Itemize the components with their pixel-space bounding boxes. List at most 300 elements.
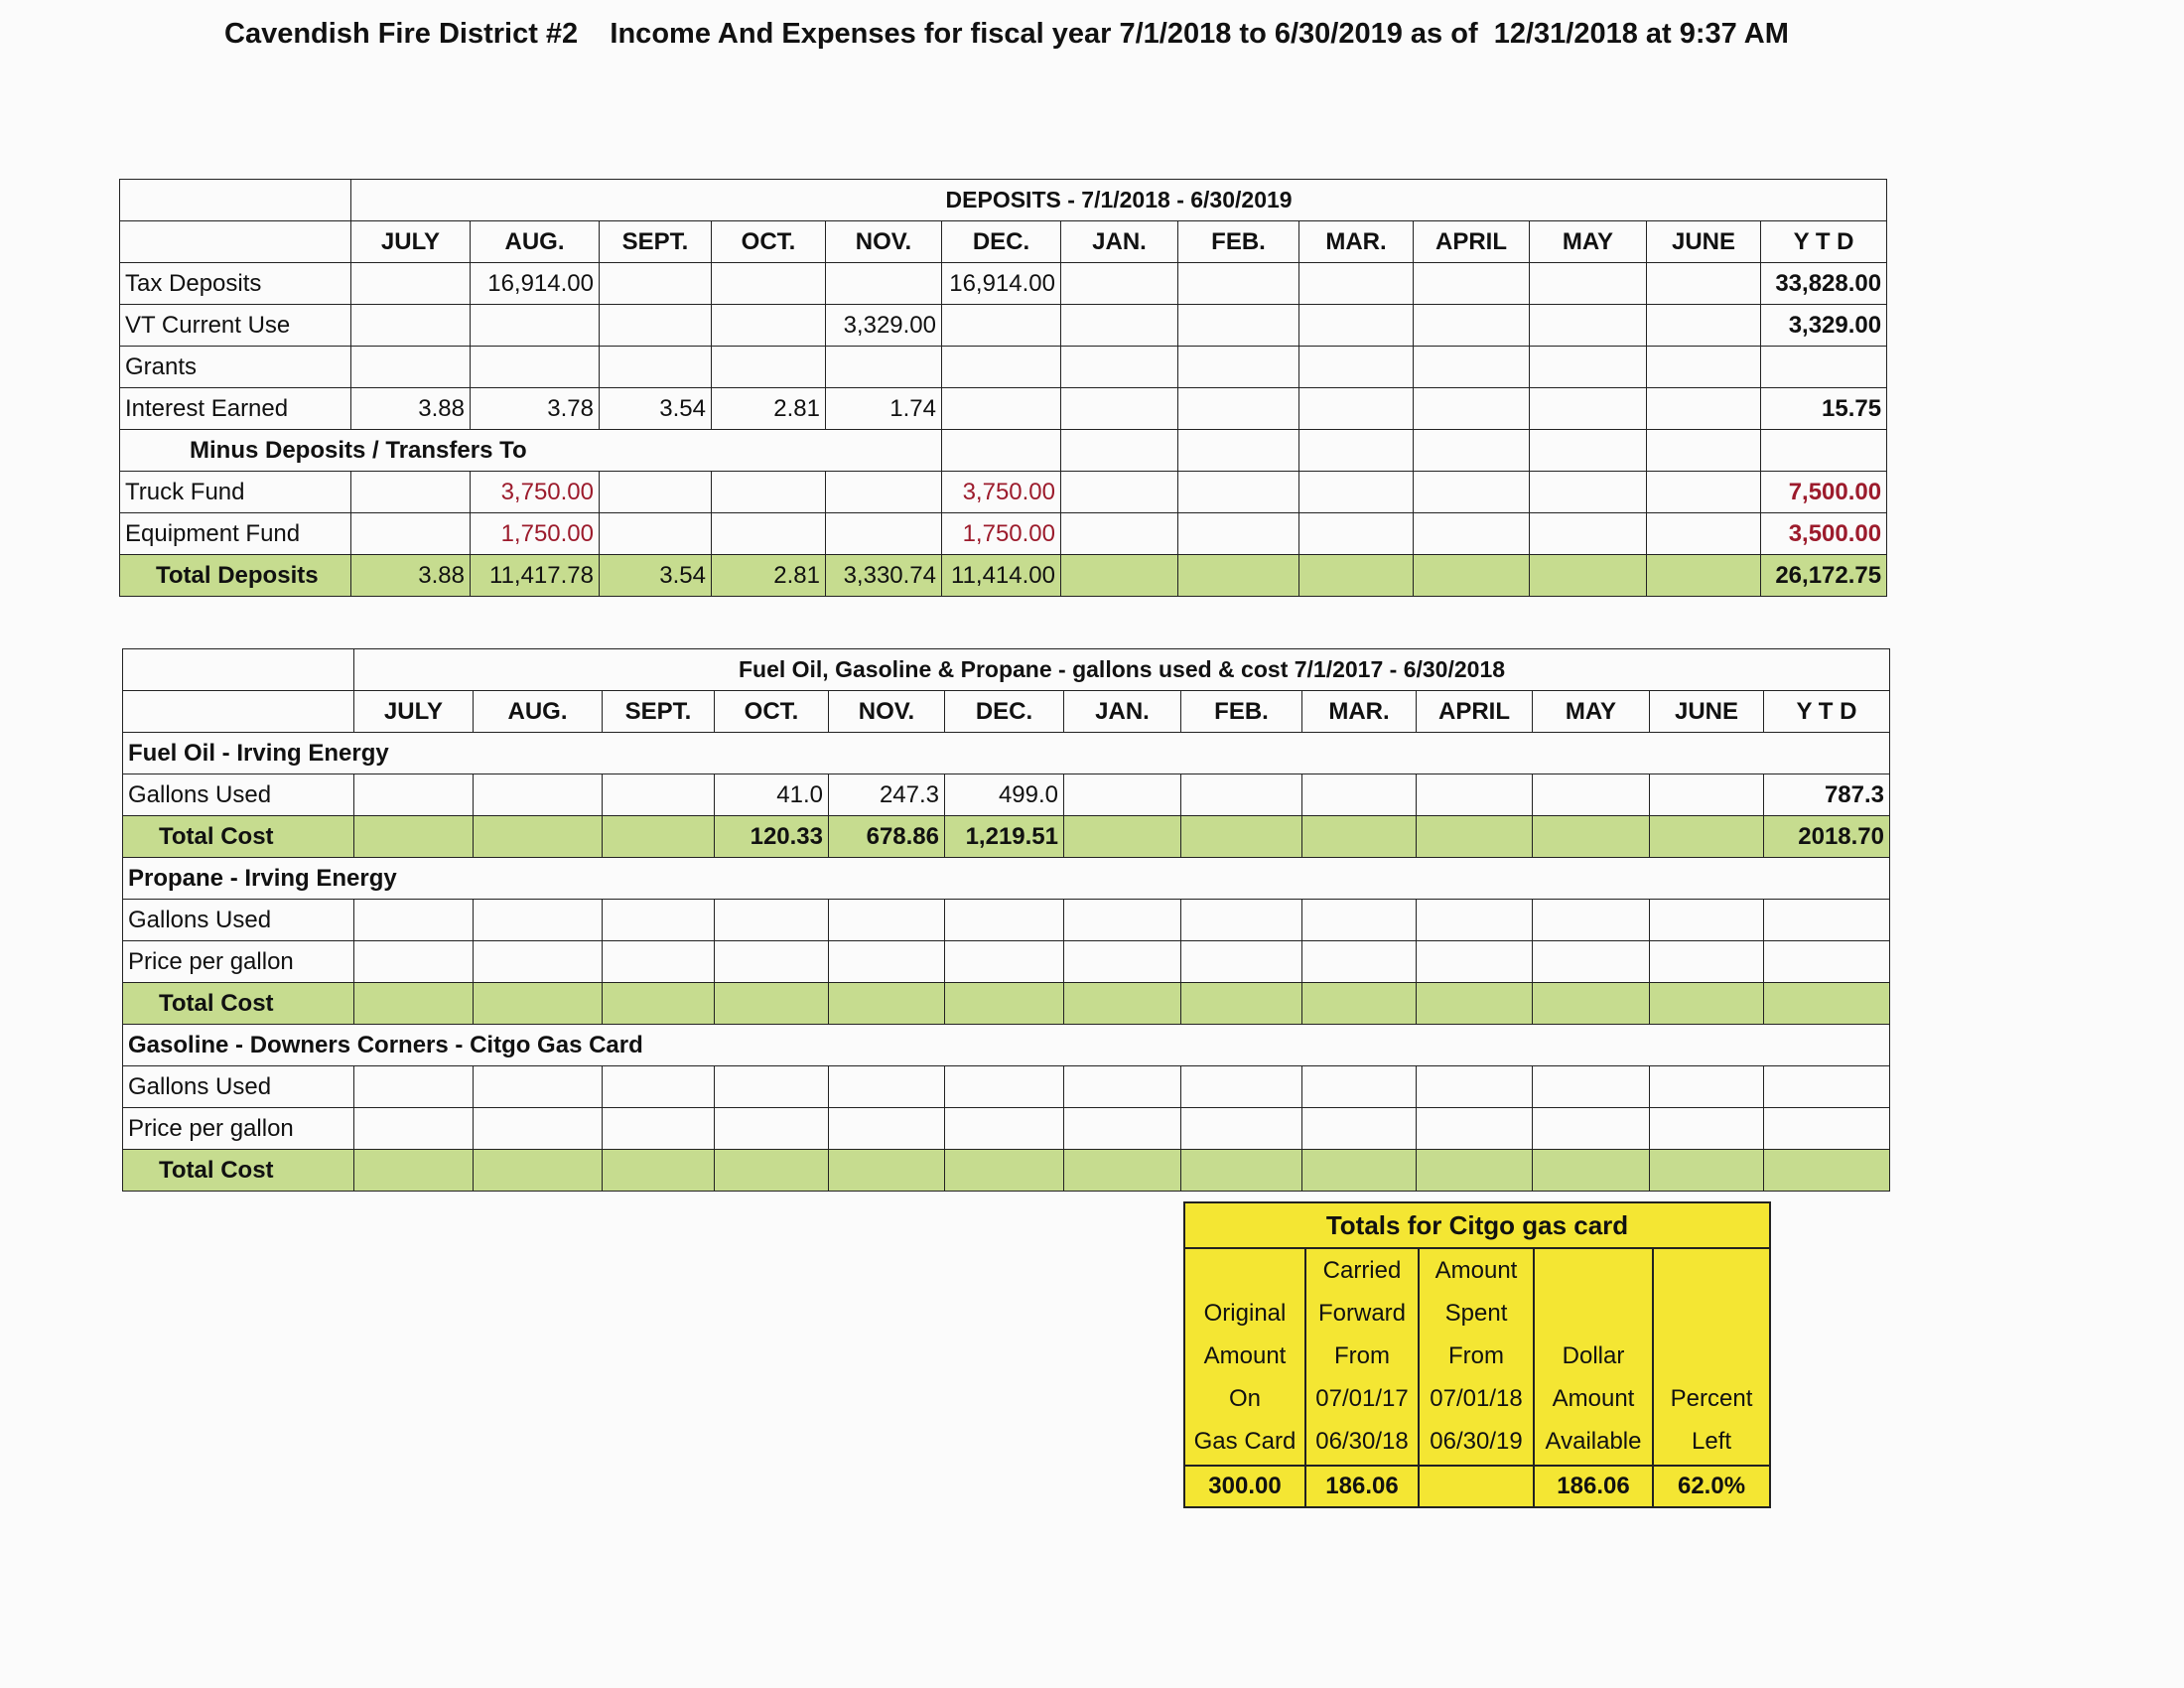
value-cell <box>1299 513 1414 555</box>
value-cell <box>474 774 603 816</box>
value-cell <box>1061 513 1178 555</box>
ytd-cell: 26,172.75 <box>1761 555 1887 597</box>
value-cell <box>1061 388 1178 430</box>
table-row <box>120 388 1887 430</box>
value-cell <box>829 941 945 983</box>
section-name-row <box>123 1025 1890 1066</box>
month-header: OCT. <box>715 691 829 733</box>
citgo-value: 300.00 <box>1184 1466 1305 1507</box>
citgo-header-line: Forward <box>1317 1300 1407 1327</box>
value-cell <box>1302 983 1417 1025</box>
section-name: Fuel Oil - Irving Energy <box>123 733 1890 774</box>
value-cell <box>1650 774 1764 816</box>
value-cell <box>1417 774 1533 816</box>
citgo-totals-table <box>1183 1201 1771 1508</box>
row-label: Equipment Fund <box>120 513 351 555</box>
citgo-title: Totals for Citgo gas card <box>1184 1202 1770 1248</box>
value-cell <box>1064 1108 1181 1150</box>
month-header-row <box>120 221 1887 263</box>
row-label: VT Current Use <box>120 305 351 347</box>
value-cell <box>829 900 945 941</box>
value-cell <box>1061 263 1178 305</box>
month-header: APRIL <box>1417 691 1533 733</box>
value-cell <box>715 1150 829 1192</box>
citgo-header-line: From <box>1448 1342 1504 1369</box>
citgo-header-line: 07/01/18 <box>1430 1385 1523 1412</box>
value-cell <box>1181 1066 1302 1108</box>
row-label: Gallons Used <box>123 900 354 941</box>
ytd-cell: 3,329.00 <box>1761 305 1887 347</box>
month-header: SEPT. <box>600 221 712 263</box>
value-cell <box>1061 347 1178 388</box>
table-row <box>123 941 1890 983</box>
row-label: Total Cost <box>123 1150 354 1192</box>
month-header: DEC. <box>942 221 1061 263</box>
month-header: JAN. <box>1064 691 1181 733</box>
value-cell <box>1061 472 1178 513</box>
section-title-row <box>120 180 1887 221</box>
value-cell: 678.86 <box>829 816 945 858</box>
value-cell <box>829 1066 945 1108</box>
month-header: NOV. <box>829 691 945 733</box>
value-cell <box>1061 305 1178 347</box>
value-cell <box>712 472 826 513</box>
value-cell <box>1533 983 1650 1025</box>
value-cell <box>826 347 942 388</box>
row-label-cell <box>120 221 351 263</box>
value-cell <box>1533 816 1650 858</box>
value-cell <box>1530 472 1647 513</box>
value-cell: 3,750.00 <box>471 472 600 513</box>
citgo-header-line: Spent <box>1444 1300 1508 1327</box>
value-cell <box>829 983 945 1025</box>
citgo-header-line: 07/01/17 <box>1315 1385 1409 1412</box>
value-cell <box>1064 816 1181 858</box>
value-cell <box>1417 900 1533 941</box>
value-cell <box>1302 900 1417 941</box>
value-cell <box>945 983 1064 1025</box>
value-cell <box>600 472 712 513</box>
value-cell <box>1181 900 1302 941</box>
value-cell <box>1181 774 1302 816</box>
value-cell <box>474 1066 603 1108</box>
value-cell <box>1647 388 1761 430</box>
value-cell <box>1647 263 1761 305</box>
value-cell <box>1650 1066 1764 1108</box>
value-cell <box>474 900 603 941</box>
citgo-value: 186.06 <box>1305 1466 1419 1507</box>
ytd-cell <box>1764 941 1890 983</box>
value-cell <box>1530 430 1647 472</box>
value-cell <box>826 263 942 305</box>
ytd-cell <box>1764 1066 1890 1108</box>
value-cell <box>1181 983 1302 1025</box>
value-cell <box>603 941 715 983</box>
citgo-header-line: Left <box>1692 1428 1732 1455</box>
value-cell <box>1533 900 1650 941</box>
value-cell <box>474 1150 603 1192</box>
value-cell <box>1414 472 1530 513</box>
value-cell <box>1530 347 1647 388</box>
ytd-cell: 2018.70 <box>1764 816 1890 858</box>
value-cell <box>715 983 829 1025</box>
value-cell <box>603 1066 715 1108</box>
value-cell <box>354 900 474 941</box>
value-cell <box>1302 774 1417 816</box>
value-cell <box>603 1150 715 1192</box>
value-cell <box>829 1108 945 1150</box>
value-cell <box>351 472 471 513</box>
value-cell <box>1178 263 1299 305</box>
month-header: MAR. <box>1299 221 1414 263</box>
value-cell <box>712 263 826 305</box>
section-title: Fuel Oil, Gasoline & Propane - gallons used & cost 7/1/2017 - 6/30/2018 <box>354 649 1890 691</box>
row-label: Price per gallon <box>123 941 354 983</box>
month-header-row <box>123 691 1890 733</box>
ytd-cell <box>1761 347 1887 388</box>
value-cell <box>1302 941 1417 983</box>
citgo-value <box>1419 1466 1534 1507</box>
ytd-cell <box>1764 1150 1890 1192</box>
citgo-header <box>1305 1248 1419 1466</box>
month-header: AUG. <box>471 221 600 263</box>
value-cell <box>1178 347 1299 388</box>
value-cell: 3.88 <box>351 555 471 597</box>
value-cell <box>712 513 826 555</box>
citgo-header-line: Available <box>1545 1428 1642 1455</box>
value-cell <box>1530 305 1647 347</box>
value-cell <box>351 263 471 305</box>
month-header: FEB. <box>1181 691 1302 733</box>
value-cell: 1,750.00 <box>471 513 600 555</box>
value-cell <box>1533 941 1650 983</box>
value-cell <box>1417 1150 1533 1192</box>
value-cell <box>603 816 715 858</box>
value-cell: 3.54 <box>600 388 712 430</box>
value-cell <box>1064 983 1181 1025</box>
value-cell <box>1650 1108 1764 1150</box>
table-row <box>123 816 1890 858</box>
value-cell <box>474 1108 603 1150</box>
month-header: JAN. <box>1061 221 1178 263</box>
table-row <box>120 513 1887 555</box>
value-cell <box>354 983 474 1025</box>
citgo-header-line: Original <box>1203 1300 1287 1327</box>
month-header: MAY <box>1533 691 1650 733</box>
value-cell <box>1178 513 1299 555</box>
value-cell: 247.3 <box>829 774 945 816</box>
section-name-row <box>123 733 1890 774</box>
row-label: Interest Earned <box>120 388 351 430</box>
citgo-header-line: On <box>1228 1385 1261 1412</box>
value-cell <box>945 1108 1064 1150</box>
month-header: JUNE <box>1650 691 1764 733</box>
ytd-cell: 33,828.00 <box>1761 263 1887 305</box>
citgo-header-line: Amount <box>1552 1385 1635 1412</box>
value-cell <box>942 430 1061 472</box>
table-row <box>120 555 1887 597</box>
value-cell <box>1417 1108 1533 1150</box>
value-cell <box>354 774 474 816</box>
value-cell <box>1178 430 1299 472</box>
value-cell <box>712 305 826 347</box>
value-cell <box>1299 263 1414 305</box>
value-cell <box>1530 263 1647 305</box>
value-cell <box>1650 983 1764 1025</box>
ytd-cell: 7,500.00 <box>1761 472 1887 513</box>
value-cell: 3,329.00 <box>826 305 942 347</box>
section-name: Propane - Irving Energy <box>123 858 1890 900</box>
value-cell <box>715 1108 829 1150</box>
value-cell <box>1178 305 1299 347</box>
value-cell <box>1650 816 1764 858</box>
citgo-header-line: Dollar <box>1562 1342 1625 1369</box>
citgo-header-line: 06/30/19 <box>1430 1428 1523 1455</box>
value-cell <box>471 305 600 347</box>
value-cell <box>1530 513 1647 555</box>
month-header: OCT. <box>712 221 826 263</box>
row-label: Total Cost <box>123 983 354 1025</box>
value-cell <box>1414 430 1530 472</box>
value-cell: 499.0 <box>945 774 1064 816</box>
minus-heading-row <box>120 430 1887 472</box>
value-cell <box>1181 1108 1302 1150</box>
value-cell <box>1647 430 1761 472</box>
value-cell <box>600 513 712 555</box>
value-cell <box>1650 941 1764 983</box>
value-cell <box>1647 305 1761 347</box>
value-cell <box>1533 774 1650 816</box>
value-cell <box>1299 388 1414 430</box>
document-title: Cavendish Fire District #2 Income And Expenses for fiscal year 7/1/2018 to 6/30/2019 as of 12/31/2018 at 9:37 AM <box>224 18 1789 50</box>
value-cell <box>354 1066 474 1108</box>
value-cell <box>1647 555 1761 597</box>
value-cell <box>1414 263 1530 305</box>
row-label: Truck Fund <box>120 472 351 513</box>
value-cell <box>1533 1108 1650 1150</box>
citgo-header-line: Amount <box>1203 1342 1287 1369</box>
value-cell: 3.54 <box>600 555 712 597</box>
citgo-header-line: Carried <box>1322 1257 1402 1284</box>
table-row <box>123 1108 1890 1150</box>
value-cell <box>1417 983 1533 1025</box>
value-cell: 3,750.00 <box>942 472 1061 513</box>
deposits-table <box>119 179 1887 597</box>
value-cell: 2.81 <box>712 555 826 597</box>
value-cell: 16,914.00 <box>942 263 1061 305</box>
month-header: AUG. <box>474 691 603 733</box>
value-cell <box>1178 388 1299 430</box>
month-header: Y T D <box>1764 691 1890 733</box>
value-cell: 3.88 <box>351 388 471 430</box>
table-row <box>123 774 1890 816</box>
citgo-header-line: 06/30/18 <box>1315 1428 1409 1455</box>
row-label: Grants <box>120 347 351 388</box>
value-cell <box>600 305 712 347</box>
value-cell <box>1299 430 1414 472</box>
row-label-cell <box>120 180 351 221</box>
value-cell: 1,750.00 <box>942 513 1061 555</box>
table-row <box>123 1150 1890 1192</box>
value-cell <box>1647 513 1761 555</box>
table-row <box>120 305 1887 347</box>
value-cell <box>1299 305 1414 347</box>
ytd-cell <box>1764 983 1890 1025</box>
value-cell <box>942 388 1061 430</box>
row-label-cell <box>123 691 354 733</box>
value-cell <box>603 774 715 816</box>
value-cell <box>715 941 829 983</box>
value-cell <box>1302 1066 1417 1108</box>
value-cell <box>945 941 1064 983</box>
value-cell: 1.74 <box>826 388 942 430</box>
value-cell <box>942 305 1061 347</box>
month-header: FEB. <box>1178 221 1299 263</box>
value-cell <box>1417 1066 1533 1108</box>
ytd-cell: 3,500.00 <box>1761 513 1887 555</box>
value-cell <box>600 263 712 305</box>
citgo-header-line: From <box>1334 1342 1390 1369</box>
table-row <box>123 900 1890 941</box>
value-cell <box>603 1108 715 1150</box>
month-header: JULY <box>354 691 474 733</box>
month-header: SEPT. <box>603 691 715 733</box>
value-cell <box>715 900 829 941</box>
value-cell <box>474 816 603 858</box>
value-cell <box>712 347 826 388</box>
row-label: Gallons Used <box>123 774 354 816</box>
value-cell <box>829 1150 945 1192</box>
month-header: DEC. <box>945 691 1064 733</box>
value-cell <box>603 983 715 1025</box>
citgo-header-line: Gas Card <box>1193 1428 1297 1455</box>
value-cell <box>826 472 942 513</box>
value-cell <box>474 983 603 1025</box>
value-cell <box>351 347 471 388</box>
row-label: Total Deposits <box>120 555 351 597</box>
value-cell <box>945 1066 1064 1108</box>
value-cell: 120.33 <box>715 816 829 858</box>
value-cell <box>1181 1150 1302 1192</box>
value-cell <box>1302 1108 1417 1150</box>
value-cell <box>603 900 715 941</box>
citgo-header-line: Amount <box>1434 1257 1518 1284</box>
value-cell <box>1178 472 1299 513</box>
value-cell <box>1533 1066 1650 1108</box>
value-cell <box>1302 1150 1417 1192</box>
value-cell <box>826 513 942 555</box>
value-cell <box>945 1150 1064 1192</box>
value-cell: 3,330.74 <box>826 555 942 597</box>
table-row <box>123 1066 1890 1108</box>
citgo-header <box>1534 1248 1653 1466</box>
value-cell <box>351 305 471 347</box>
month-header: NOV. <box>826 221 942 263</box>
ytd-cell: 787.3 <box>1764 774 1890 816</box>
value-cell: 3.78 <box>471 388 600 430</box>
citgo-value: 186.06 <box>1534 1466 1653 1507</box>
value-cell: 16,914.00 <box>471 263 600 305</box>
value-cell <box>1061 555 1178 597</box>
table-row <box>120 472 1887 513</box>
value-cell <box>1533 1150 1650 1192</box>
value-cell: 1,219.51 <box>945 816 1064 858</box>
row-label: Total Cost <box>123 816 354 858</box>
table-row <box>120 347 1887 388</box>
citgo-header <box>1419 1248 1534 1466</box>
value-cell <box>1650 900 1764 941</box>
value-cell <box>1650 1150 1764 1192</box>
table-row <box>123 983 1890 1025</box>
section-name: Gasoline - Downers Corners - Citgo Gas Card <box>123 1025 1890 1066</box>
row-label: Price per gallon <box>123 1108 354 1150</box>
citgo-value: 62.0% <box>1653 1466 1770 1507</box>
value-cell <box>354 941 474 983</box>
ytd-cell <box>1764 1108 1890 1150</box>
row-label-cell <box>123 649 354 691</box>
value-cell: 11,414.00 <box>942 555 1061 597</box>
value-cell <box>354 816 474 858</box>
row-label: Tax Deposits <box>120 263 351 305</box>
value-cell <box>600 347 712 388</box>
month-header: JUNE <box>1647 221 1761 263</box>
value-cell <box>1647 472 1761 513</box>
month-header: JULY <box>351 221 471 263</box>
value-cell <box>942 347 1061 388</box>
value-cell <box>354 1108 474 1150</box>
value-cell <box>471 347 600 388</box>
value-cell <box>1414 305 1530 347</box>
value-cell <box>351 513 471 555</box>
table-row <box>120 263 1887 305</box>
ytd-cell <box>1764 900 1890 941</box>
value-cell <box>1299 472 1414 513</box>
month-header: MAR. <box>1302 691 1417 733</box>
value-cell <box>1299 347 1414 388</box>
fuel-cost-table <box>122 648 1890 1192</box>
value-cell <box>1530 555 1647 597</box>
value-cell: 2.81 <box>712 388 826 430</box>
value-cell <box>1530 388 1647 430</box>
citgo-header <box>1184 1248 1305 1466</box>
value-cell <box>1299 555 1414 597</box>
value-cell <box>1064 941 1181 983</box>
value-cell <box>1761 430 1887 472</box>
ytd-cell: 15.75 <box>1761 388 1887 430</box>
value-cell <box>1414 555 1530 597</box>
value-cell: 11,417.78 <box>471 555 600 597</box>
value-cell <box>474 941 603 983</box>
month-header: MAY <box>1530 221 1647 263</box>
value-cell: 41.0 <box>715 774 829 816</box>
value-cell <box>1417 816 1533 858</box>
value-cell <box>1064 900 1181 941</box>
value-cell <box>1181 941 1302 983</box>
value-cell <box>1417 941 1533 983</box>
row-label: Gallons Used <box>123 1066 354 1108</box>
value-cell <box>1414 513 1530 555</box>
section-name-row <box>123 858 1890 900</box>
value-cell <box>1064 1066 1181 1108</box>
value-cell <box>1302 816 1417 858</box>
month-header: APRIL <box>1414 221 1530 263</box>
value-cell <box>1061 430 1178 472</box>
value-cell <box>354 1150 474 1192</box>
value-cell <box>1414 388 1530 430</box>
value-cell <box>1414 347 1530 388</box>
value-cell <box>715 1066 829 1108</box>
value-cell <box>1064 774 1181 816</box>
